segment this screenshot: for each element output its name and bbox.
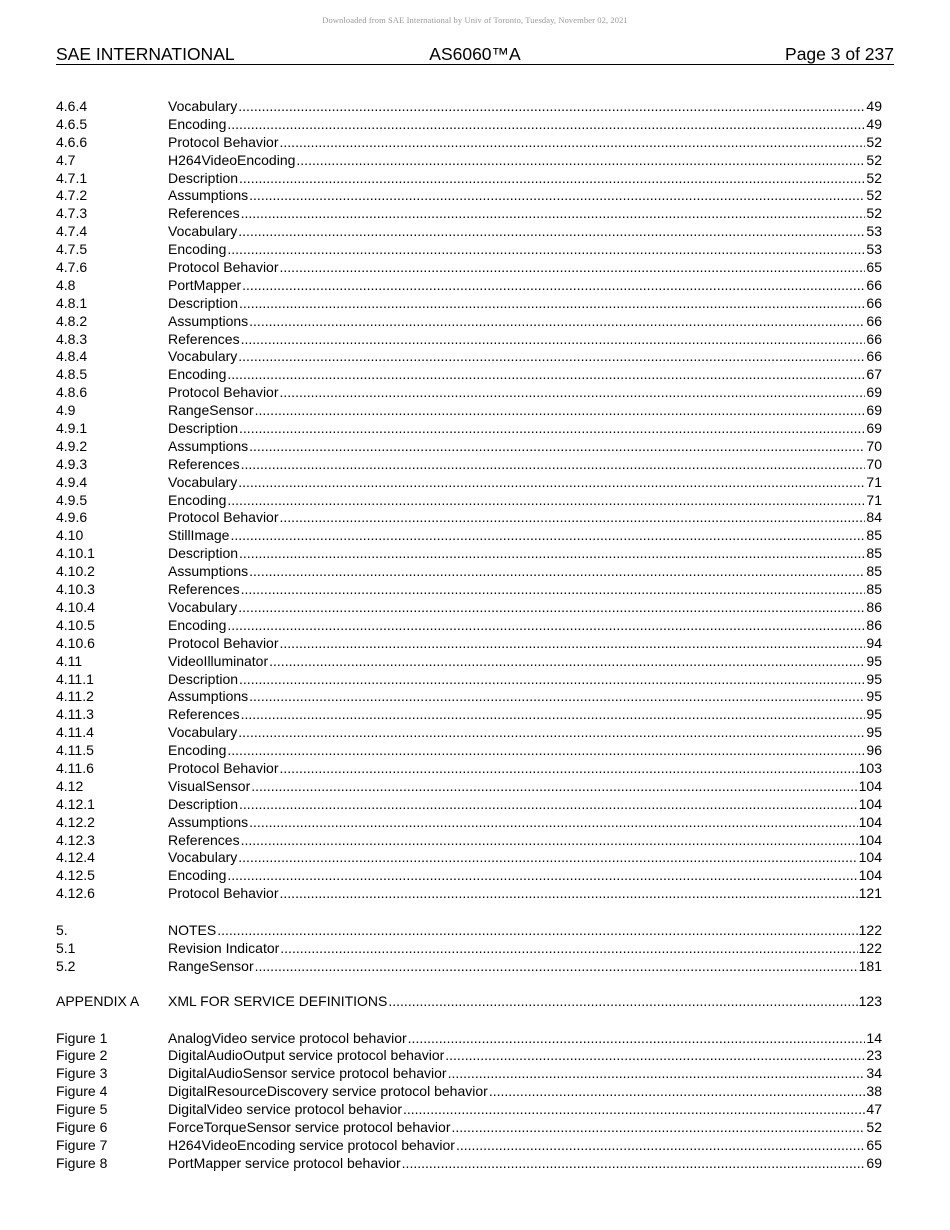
- entry-number: 5.: [56, 922, 68, 938]
- entry-page: 95: [866, 688, 882, 705]
- dot-leader: [238, 98, 865, 116]
- entry-page: 122: [858, 939, 882, 956]
- toc-entry[interactable]: [56, 922, 882, 940]
- entry-number: 4.8.6: [56, 384, 88, 401]
- entry-page: 121: [858, 885, 882, 902]
- entry-title[interactable]: References: [168, 455, 240, 472]
- entry-page: 95: [866, 670, 882, 687]
- header-page-number: Page 3 of 237: [785, 44, 894, 64]
- entry-number: 4.12.4: [56, 849, 95, 866]
- entry-page: 53: [866, 223, 882, 240]
- entry-number: 5.2: [56, 957, 76, 974]
- entry-title[interactable]: References: [168, 706, 240, 723]
- toc-entry[interactable]: [56, 581, 882, 599]
- entry-page: 86: [866, 598, 882, 615]
- toc-section-list: [56, 98, 882, 903]
- entry-number: Figure 3: [56, 1065, 108, 1082]
- entry-title[interactable]: References: [168, 581, 240, 598]
- entry-page: 49: [866, 115, 882, 132]
- dot-leader: [249, 563, 865, 581]
- entry-page: 69: [866, 1154, 882, 1171]
- entry-title[interactable]: Protocol Behavior: [168, 634, 279, 651]
- entry-title[interactable]: XML FOR SERVICE DEFINITIONS: [168, 993, 388, 1009]
- entry-page: 53: [866, 241, 882, 258]
- entry-number: 4.10.5: [56, 616, 95, 633]
- entry-title[interactable]: Vocabulary: [168, 724, 238, 741]
- entry-number: 4.6.5: [56, 115, 88, 132]
- entry-title[interactable]: Protocol Behavior: [168, 759, 279, 776]
- dot-leader: [251, 778, 857, 796]
- entry-page: 65: [866, 259, 882, 276]
- toc-entry[interactable]: [56, 724, 882, 742]
- toc-entry[interactable]: [56, 760, 882, 778]
- entry-page: 70: [866, 455, 882, 472]
- entry-title[interactable]: Protocol Behavior: [168, 259, 279, 276]
- dot-leader: [489, 1083, 866, 1101]
- entry-title[interactable]: Description: [168, 420, 239, 437]
- toc-entry[interactable]: [56, 438, 882, 456]
- entry-number: 4.6.4: [56, 98, 88, 114]
- entry-title[interactable]: Encoding: [168, 366, 227, 383]
- dot-leader: [227, 617, 865, 635]
- entry-page: 70: [866, 437, 882, 454]
- entry-title[interactable]: Protocol Behavior: [168, 885, 279, 902]
- entry-title[interactable]: NOTES: [168, 922, 217, 938]
- entry-page: 14: [866, 1029, 882, 1046]
- entry-page: 67: [866, 366, 882, 383]
- entry-number: 4.8: [56, 276, 76, 293]
- entry-page: 104: [858, 849, 882, 866]
- entry-number: 4.12.5: [56, 867, 95, 884]
- dot-leader: [280, 259, 866, 277]
- entry-page: 95: [866, 724, 882, 741]
- entry-number: 4.7.4: [56, 223, 88, 240]
- toc-entry[interactable]: [56, 402, 882, 420]
- entry-page: 85: [866, 563, 882, 580]
- entry-title[interactable]: Vocabulary: [168, 98, 238, 114]
- dot-leader: [280, 760, 858, 778]
- dot-leader: [280, 940, 857, 958]
- entry-number: 4.11.2: [56, 688, 94, 705]
- entry-page: 49: [866, 98, 882, 114]
- toc-entry[interactable]: [56, 1137, 882, 1155]
- dot-leader: [280, 134, 866, 152]
- dot-leader: [241, 331, 866, 349]
- dot-leader: [241, 706, 866, 724]
- toc-entry[interactable]: [56, 205, 882, 223]
- toc-entry[interactable]: [56, 688, 882, 706]
- toc-entry[interactable]: [56, 134, 882, 152]
- entry-number: 5.1: [56, 939, 76, 956]
- entry-page: 66: [866, 312, 882, 329]
- dot-leader: [280, 384, 866, 402]
- toc-entry[interactable]: [56, 527, 882, 545]
- entry-title[interactable]: Assumptions: [168, 563, 249, 580]
- entry-title[interactable]: Description: [168, 169, 239, 186]
- dot-leader: [238, 348, 865, 366]
- entry-number: 4.7.1: [56, 169, 88, 186]
- dot-leader: [255, 958, 858, 976]
- entry-title[interactable]: RangeSensor: [168, 957, 254, 974]
- entry-title[interactable]: VisualSensor: [168, 777, 251, 794]
- entry-number: 4.10.3: [56, 581, 95, 598]
- toc-entry[interactable]: [56, 420, 882, 438]
- entry-number: 4.10.2: [56, 563, 95, 580]
- entry-title[interactable]: Description: [168, 795, 239, 812]
- dot-leader: [238, 223, 865, 241]
- entry-number: 4.9.6: [56, 509, 88, 526]
- dot-leader: [451, 1119, 865, 1137]
- list-of-figures: [56, 1030, 882, 1173]
- toc-entry[interactable]: [56, 1030, 882, 1048]
- entry-page: 71: [866, 473, 882, 490]
- toc-entry[interactable]: [56, 492, 882, 510]
- toc-entry[interactable]: [56, 313, 882, 331]
- dot-leader: [227, 241, 865, 259]
- entry-number: Figure 4: [56, 1083, 108, 1100]
- entry-title[interactable]: AnalogVideo service protocol behavior: [168, 1029, 407, 1046]
- entry-title[interactable]: ForceTorqueSensor service protocol behavior: [168, 1118, 451, 1135]
- entry-page: 34: [866, 1065, 882, 1082]
- dot-leader: [255, 402, 866, 420]
- toc-entry[interactable]: [56, 1155, 882, 1173]
- entry-number: 4.6.6: [56, 133, 88, 150]
- toc-entry[interactable]: [56, 348, 882, 366]
- entry-number: 4.7.6: [56, 259, 88, 276]
- entry-title[interactable]: H264VideoEncoding: [168, 151, 296, 168]
- dot-leader: [269, 653, 865, 671]
- entry-number: 4.7.2: [56, 187, 88, 204]
- entry-number: 4.10.6: [56, 634, 95, 651]
- entry-page: 104: [858, 777, 882, 794]
- entry-number: APPENDIX A: [56, 993, 140, 1009]
- entry-page: 66: [866, 330, 882, 347]
- toc-entry[interactable]: [56, 98, 882, 116]
- dot-leader: [238, 849, 857, 867]
- toc-entry[interactable]: [56, 223, 882, 241]
- entry-page: 52: [866, 151, 882, 168]
- toc-entry[interactable]: [56, 742, 882, 760]
- entry-page: 104: [858, 795, 882, 812]
- entry-title[interactable]: Revision Indicator: [168, 939, 280, 956]
- entry-page: 103: [858, 759, 882, 776]
- toc-entry[interactable]: [56, 509, 882, 527]
- dot-leader: [402, 1155, 866, 1173]
- download-watermark: Downloaded from SAE International by Univ of Toronto, Tuesday, November 02, 2021: [322, 15, 628, 25]
- entry-title[interactable]: StillImage: [168, 527, 230, 544]
- dot-leader: [241, 832, 858, 850]
- dot-leader: [241, 581, 866, 599]
- entry-page: 123: [858, 993, 882, 1009]
- toc-entry[interactable]: [56, 1065, 882, 1083]
- entry-page: 66: [866, 348, 882, 365]
- entry-number: 4.12.3: [56, 831, 95, 848]
- toc-entry[interactable]: [56, 152, 882, 170]
- dot-leader: [238, 599, 865, 617]
- entry-page: 52: [866, 205, 882, 222]
- dot-leader: [403, 1101, 865, 1119]
- entry-title[interactable]: DigitalAudioSensor service protocol behavior: [168, 1065, 447, 1082]
- dot-leader: [227, 116, 865, 134]
- entry-title[interactable]: Protocol Behavior: [168, 509, 279, 526]
- entry-title[interactable]: DigitalResourceDiscovery service protocol behavior: [168, 1083, 488, 1100]
- toc-entry[interactable]: [56, 241, 882, 259]
- toc-entry[interactable]: [56, 295, 882, 313]
- dot-leader: [296, 152, 865, 170]
- entry-title[interactable]: Assumptions: [168, 813, 249, 830]
- entry-page: 104: [858, 813, 882, 830]
- header-org: SAE INTERNATIONAL: [56, 44, 235, 64]
- dot-leader: [249, 814, 857, 832]
- entry-page: 96: [866, 742, 882, 759]
- entry-page: 66: [866, 276, 882, 293]
- entry-number: 4.11.3: [56, 706, 94, 723]
- entry-page: 94: [866, 634, 882, 651]
- entry-number: 4.10.1: [56, 545, 95, 562]
- dot-leader: [238, 474, 865, 492]
- entry-page: 47: [866, 1101, 882, 1118]
- dot-leader: [241, 205, 866, 223]
- toc-entry[interactable]: [56, 456, 882, 474]
- entry-number: 4.9.4: [56, 473, 88, 490]
- toc-entry[interactable]: [56, 1119, 882, 1137]
- dot-leader: [217, 922, 857, 940]
- toc-entry[interactable]: [56, 617, 882, 635]
- entry-page: 38: [866, 1083, 882, 1100]
- entry-page: 66: [866, 294, 882, 311]
- entry-page: 52: [866, 187, 882, 204]
- dot-leader: [239, 796, 858, 814]
- entry-number: 4.11.4: [56, 724, 94, 741]
- toc-entry[interactable]: [56, 1101, 882, 1119]
- entry-title[interactable]: References: [168, 831, 240, 848]
- entry-number: 4.8.1: [56, 294, 88, 311]
- entry-title[interactable]: Protocol Behavior: [168, 133, 279, 150]
- dot-leader: [388, 993, 857, 1011]
- entry-page: 23: [866, 1047, 882, 1064]
- dot-leader: [227, 742, 865, 760]
- toc-entry[interactable]: [56, 940, 882, 958]
- toc-entry[interactable]: [56, 653, 882, 671]
- toc-entry[interactable]: [56, 671, 882, 689]
- toc-entry[interactable]: [56, 331, 882, 349]
- entry-title[interactable]: Description: [168, 294, 239, 311]
- dot-leader: [280, 509, 866, 527]
- entry-page: 69: [866, 420, 882, 437]
- entry-number: 4.12.6: [56, 885, 95, 902]
- entry-page: 85: [866, 581, 882, 598]
- dot-leader: [239, 420, 865, 438]
- entry-title[interactable]: Vocabulary: [168, 598, 238, 615]
- toc-entry[interactable]: [56, 796, 882, 814]
- entry-title[interactable]: Description: [168, 670, 239, 687]
- toc-entry[interactable]: [56, 635, 882, 653]
- entry-number: 4.11.6: [56, 759, 94, 776]
- entry-number: 4.11: [56, 652, 83, 669]
- entry-number: 4.8.5: [56, 366, 88, 383]
- entry-title[interactable]: Vocabulary: [168, 473, 238, 490]
- toc-entry[interactable]: [56, 706, 882, 724]
- entry-title[interactable]: H264VideoEncoding service protocol behavior: [168, 1136, 455, 1153]
- entry-page: 95: [866, 706, 882, 723]
- dot-leader: [239, 170, 865, 188]
- toc-entry[interactable]: [56, 277, 882, 295]
- entry-title[interactable]: Vocabulary: [168, 223, 238, 240]
- entry-title[interactable]: References: [168, 330, 240, 347]
- toc-entry[interactable]: [56, 849, 882, 867]
- toc-entry[interactable]: [56, 1083, 882, 1101]
- entry-number: 4.9.5: [56, 491, 88, 508]
- entry-page: 69: [866, 384, 882, 401]
- entry-page: 52: [866, 133, 882, 150]
- entry-number: 4.10.4: [56, 598, 95, 615]
- entry-title[interactable]: Encoding: [168, 616, 227, 633]
- entry-page: 104: [858, 831, 882, 848]
- entry-page: 69: [866, 402, 882, 419]
- entry-page: 52: [866, 169, 882, 186]
- entry-number: 4.12.1: [56, 795, 95, 812]
- toc-entry[interactable]: [56, 993, 882, 1011]
- header-doc-number: AS6060™A: [429, 44, 521, 64]
- entry-number: 4.7: [56, 151, 76, 168]
- entry-page: 84: [866, 509, 882, 526]
- entry-number: 4.7.3: [56, 205, 88, 222]
- entry-page: 122: [858, 922, 882, 938]
- entry-page: 71: [866, 491, 882, 508]
- dot-leader: [227, 366, 865, 384]
- toc-entry[interactable]: [56, 778, 882, 796]
- dot-leader: [408, 1030, 866, 1048]
- entry-number: 4.7.5: [56, 241, 88, 258]
- dot-leader: [227, 867, 857, 885]
- entry-number: Figure 1: [56, 1029, 108, 1046]
- dot-leader: [249, 438, 865, 456]
- entry-title[interactable]: References: [168, 205, 240, 222]
- entry-number: 4.9: [56, 402, 76, 419]
- toc-notes-list: [56, 922, 882, 976]
- dot-leader: [230, 527, 865, 545]
- entry-title[interactable]: DigitalVideo service protocol behavior: [168, 1101, 402, 1118]
- dot-leader: [280, 635, 866, 653]
- toc-appendix-list: [56, 993, 882, 1011]
- entry-title[interactable]: Vocabulary: [168, 348, 238, 365]
- entry-title[interactable]: Protocol Behavior: [168, 384, 279, 401]
- toc-entry[interactable]: [56, 545, 882, 563]
- dot-leader: [241, 456, 866, 474]
- entry-page: 95: [866, 652, 882, 669]
- entry-number: Figure 5: [56, 1101, 108, 1118]
- entry-page: 104: [858, 867, 882, 884]
- entry-title[interactable]: PortMapper service protocol behavior: [168, 1154, 401, 1171]
- entry-number: Figure 6: [56, 1118, 108, 1135]
- dot-leader: [249, 688, 865, 706]
- dot-leader: [456, 1137, 865, 1155]
- entry-title[interactable]: Encoding: [168, 867, 227, 884]
- entry-page: 65: [866, 1136, 882, 1153]
- entry-page: 85: [866, 527, 882, 544]
- entry-number: Figure 2: [56, 1047, 108, 1064]
- toc-entry[interactable]: [56, 563, 882, 581]
- entry-title[interactable]: Encoding: [168, 742, 227, 759]
- toc-entry[interactable]: [56, 366, 882, 384]
- toc-entry[interactable]: [56, 958, 882, 976]
- entry-number: 4.11.5: [56, 742, 94, 759]
- entry-title[interactable]: Assumptions: [168, 312, 249, 329]
- dot-leader: [238, 724, 865, 742]
- dot-leader: [239, 671, 865, 689]
- toc-entry[interactable]: [56, 814, 882, 832]
- entry-title[interactable]: Encoding: [168, 491, 227, 508]
- dot-leader: [242, 277, 865, 295]
- toc-entry[interactable]: [56, 187, 882, 205]
- toc-entry[interactable]: [56, 867, 882, 885]
- toc-entry[interactable]: [56, 116, 882, 134]
- entry-number: 4.12: [56, 777, 84, 794]
- entry-title[interactable]: Encoding: [168, 115, 227, 132]
- toc-entry[interactable]: [56, 170, 882, 188]
- entry-number: 4.9.2: [56, 437, 88, 454]
- entry-title[interactable]: Description: [168, 545, 239, 562]
- toc-entry[interactable]: [56, 384, 882, 402]
- toc-entry[interactable]: [56, 885, 882, 903]
- entry-number: Figure 8: [56, 1154, 108, 1171]
- entry-number: 4.8.4: [56, 348, 88, 365]
- dot-leader: [249, 313, 865, 331]
- dot-leader: [280, 885, 858, 903]
- entry-page: 52: [866, 1118, 882, 1135]
- page-header: [56, 44, 894, 65]
- entry-title[interactable]: Assumptions: [168, 688, 249, 705]
- toc-entry[interactable]: [56, 599, 882, 617]
- dot-leader: [445, 1047, 865, 1065]
- dot-leader: [239, 295, 865, 313]
- entry-number: 4.9.3: [56, 455, 88, 472]
- entry-number: 4.10: [56, 527, 84, 544]
- toc-entry[interactable]: [56, 259, 882, 277]
- entry-number: 4.8.3: [56, 330, 88, 347]
- toc-entry[interactable]: [56, 832, 882, 850]
- entry-title[interactable]: Encoding: [168, 241, 227, 258]
- toc-entry[interactable]: [56, 474, 882, 492]
- entry-number: 4.8.2: [56, 312, 88, 329]
- entry-number: Figure 7: [56, 1136, 108, 1153]
- entry-title[interactable]: Vocabulary: [168, 849, 238, 866]
- entry-number: 4.11.1: [56, 670, 94, 687]
- entry-title[interactable]: PortMapper: [168, 276, 242, 293]
- dot-leader: [239, 545, 865, 563]
- entry-page: 85: [866, 545, 882, 562]
- entry-number: 4.9.1: [56, 420, 88, 437]
- entry-title[interactable]: RangeSensor: [168, 402, 254, 419]
- entry-page: 86: [866, 616, 882, 633]
- entry-title[interactable]: VideoIlluminator: [168, 652, 269, 669]
- entry-title[interactable]: DigitalAudioOutput service protocol behavior: [168, 1047, 445, 1064]
- entry-page: 181: [858, 957, 882, 974]
- entry-number: 4.12.2: [56, 813, 95, 830]
- toc-entry[interactable]: [56, 1047, 882, 1065]
- dot-leader: [249, 187, 865, 205]
- entry-title[interactable]: Assumptions: [168, 187, 249, 204]
- dot-leader: [448, 1065, 866, 1083]
- entry-title[interactable]: Assumptions: [168, 437, 249, 454]
- dot-leader: [227, 492, 865, 510]
